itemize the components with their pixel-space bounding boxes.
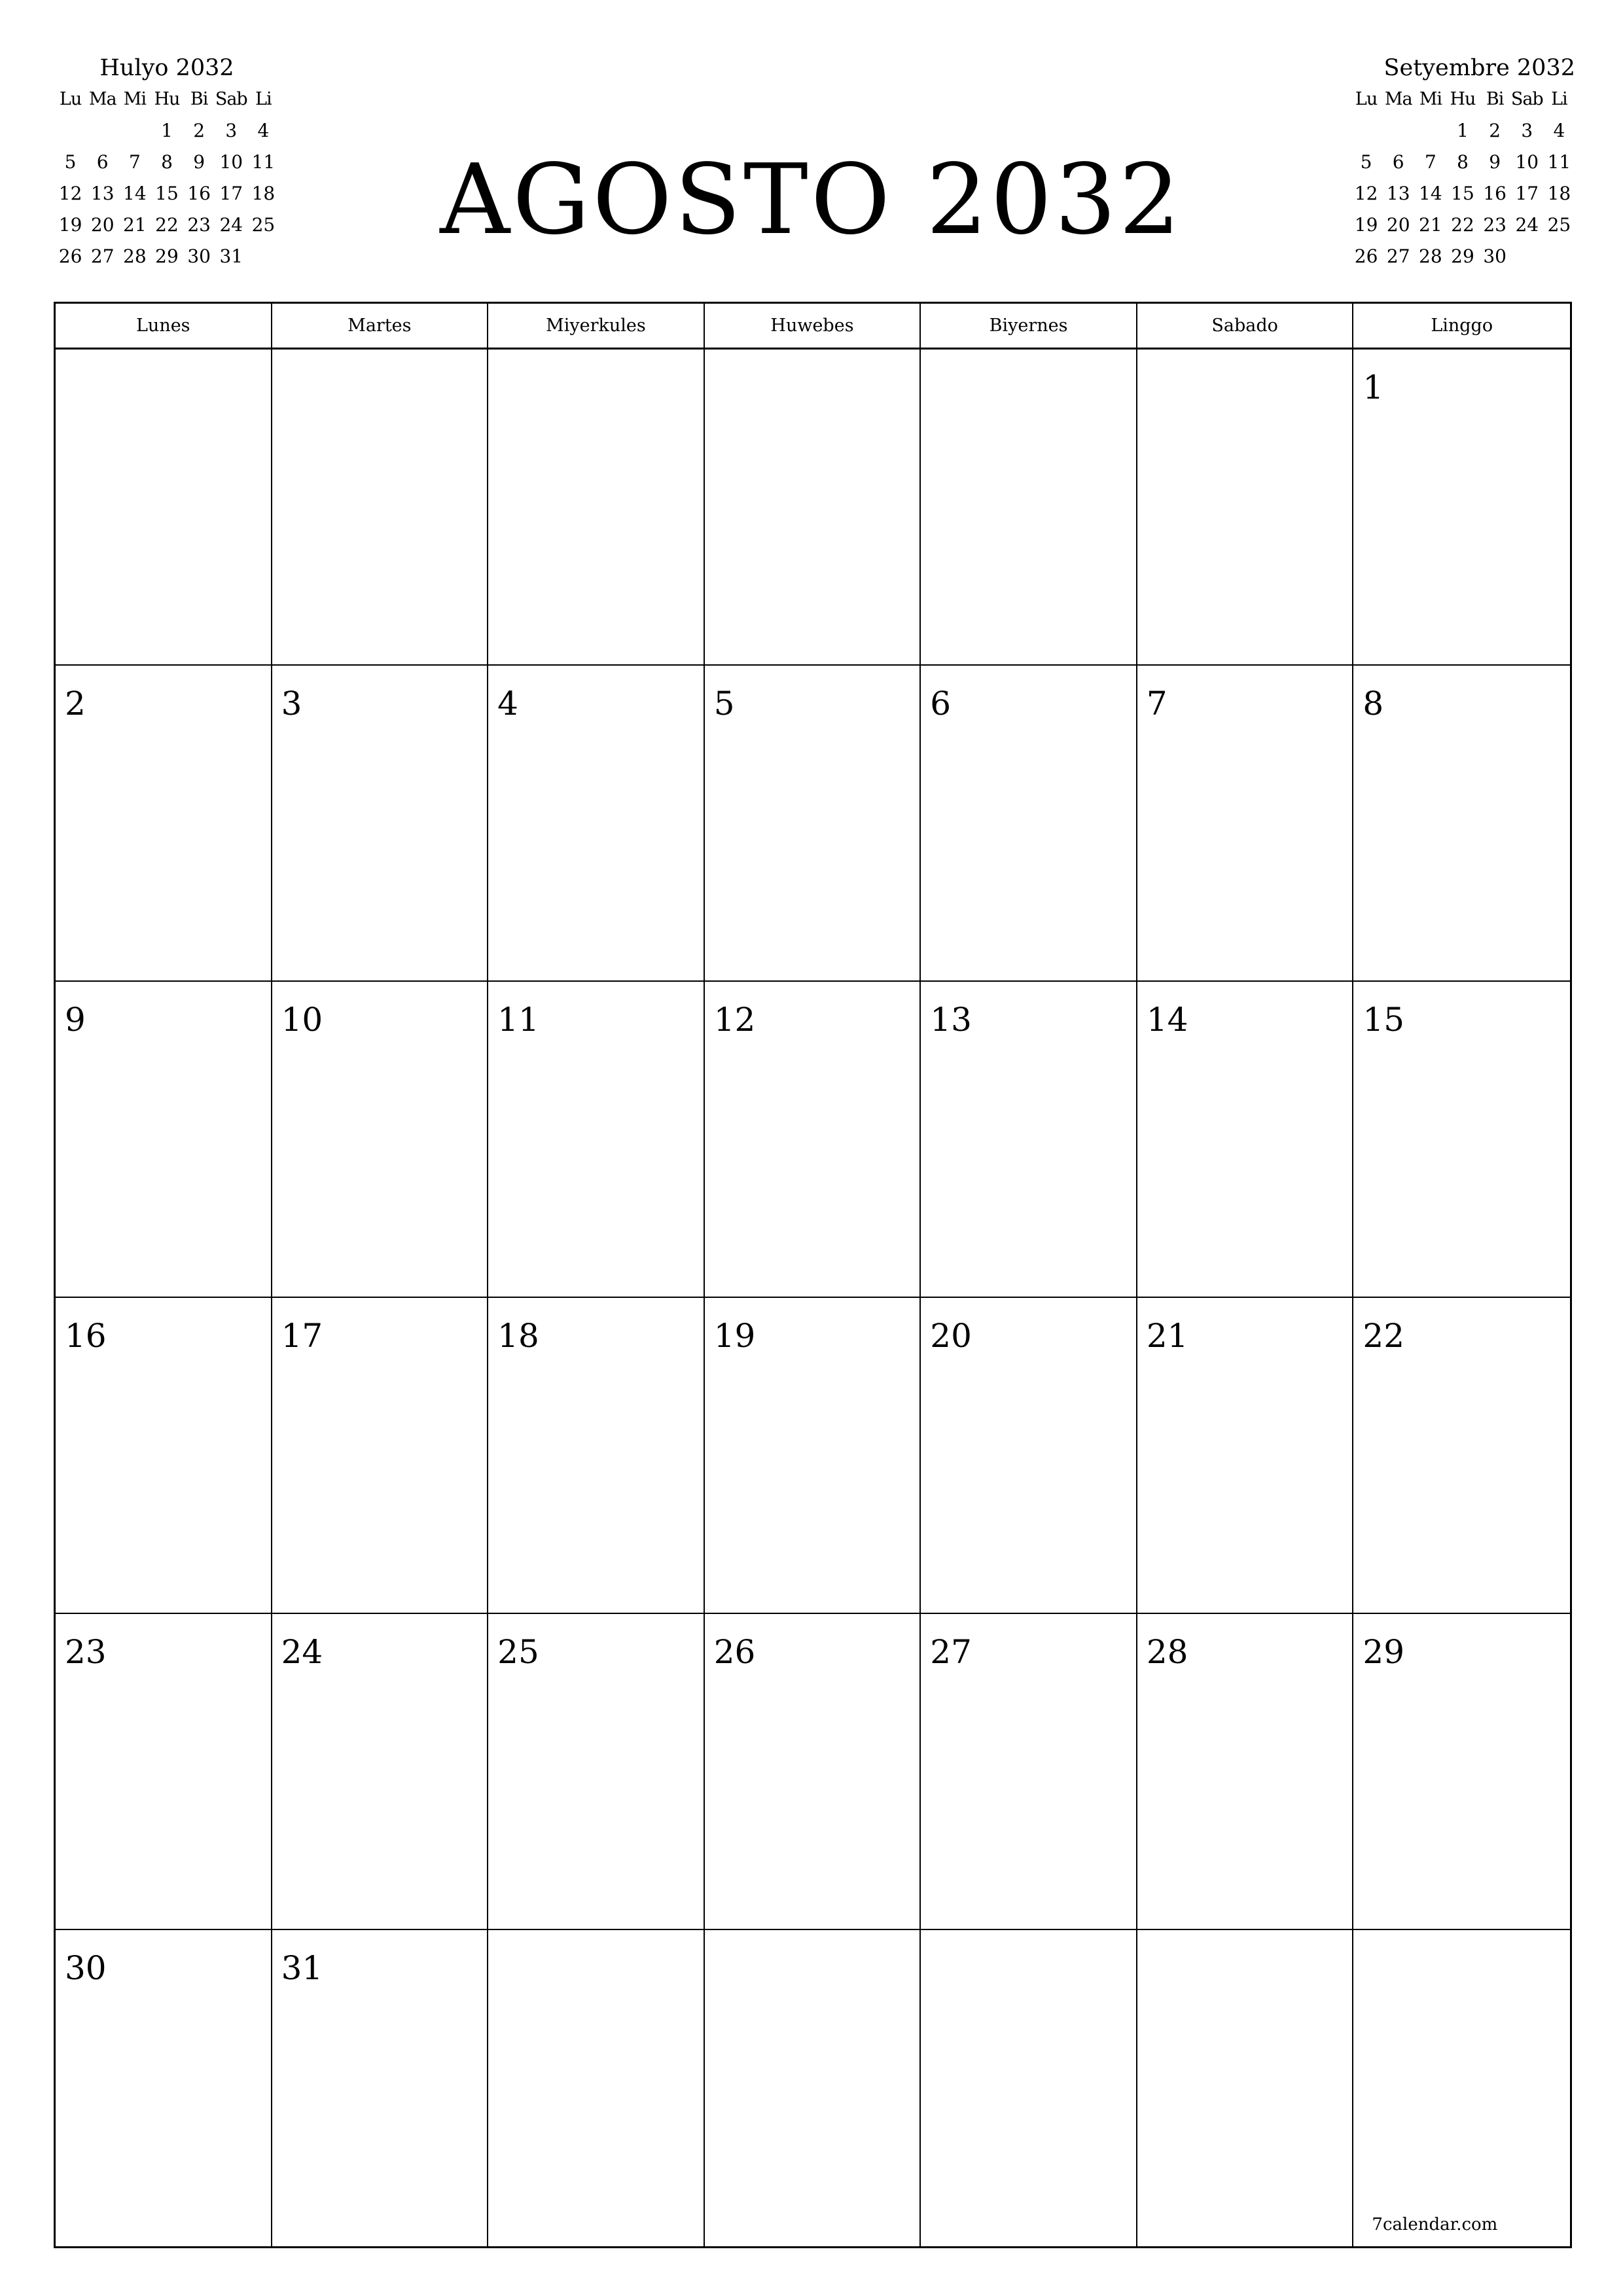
mini-weekday-label: Sab — [1510, 89, 1543, 109]
day-number: 29 — [1363, 1633, 1405, 1671]
day-cell[interactable] — [488, 350, 705, 666]
mini-weekday-label: Bi — [190, 89, 208, 109]
mini-weekday-label: Li — [1551, 89, 1567, 109]
day-cell[interactable] — [921, 350, 1137, 666]
day-cell[interactable] — [1137, 1298, 1354, 1614]
mini-day: 5 — [64, 151, 77, 173]
mini-day: 22 — [1451, 214, 1474, 236]
day-cell[interactable] — [921, 982, 1137, 1298]
day-number: 22 — [1363, 1317, 1405, 1355]
day-number: 19 — [713, 1317, 756, 1355]
day-cell[interactable] — [1137, 350, 1354, 666]
mini-day — [1511, 241, 1543, 272]
mini-day: 20 — [90, 214, 115, 236]
mini-day: 13 — [1386, 183, 1410, 204]
mini-day: 13 — [90, 183, 115, 204]
mini-day: 16 — [1483, 183, 1507, 204]
day-number: 27 — [930, 1633, 972, 1671]
mini-weekday-label: Bi — [1486, 89, 1504, 109]
weekday-header: Martes — [272, 304, 489, 348]
mini-day — [1414, 115, 1446, 147]
mini-day: 19 — [1354, 214, 1378, 236]
mini-calendar-prev-title: Hulyo 2032 — [99, 55, 234, 81]
mini-day: 18 — [251, 183, 276, 204]
day-cell[interactable] — [1353, 1298, 1570, 1614]
mini-day — [1382, 115, 1414, 147]
day-cell[interactable] — [921, 1298, 1137, 1614]
day-cell[interactable] — [56, 1298, 272, 1614]
mini-day: 24 — [219, 214, 243, 236]
mini-day: 14 — [1419, 183, 1442, 204]
day-cell[interactable] — [272, 1614, 489, 1930]
mini-day: 25 — [1547, 214, 1571, 236]
mini-weekday-label: Mi — [1419, 89, 1442, 109]
day-cell[interactable] — [56, 350, 272, 666]
weekday-header: Linggo — [1431, 315, 1493, 336]
mini-calendar-prev-grid — [54, 84, 279, 304]
mini-day: 4 — [1553, 120, 1565, 141]
mini-weekday-label: Ma — [88, 89, 116, 109]
mini-day: 17 — [219, 183, 243, 204]
mini-day — [86, 115, 118, 147]
day-number: 7 — [1146, 685, 1168, 723]
day-number: 26 — [713, 1633, 756, 1671]
mini-day: 16 — [187, 183, 211, 204]
day-number: 13 — [930, 1001, 972, 1039]
day-number: 18 — [497, 1317, 539, 1355]
day-cell[interactable] — [1353, 982, 1570, 1298]
mini-weekday-label: Ma — [1384, 89, 1412, 109]
month-title: AGOSTO 2032 — [440, 143, 1183, 256]
mini-day: 3 — [225, 120, 238, 141]
mini-weekday-label: Lu — [1355, 89, 1378, 109]
mini-day: 6 — [1392, 151, 1404, 173]
mini-day: 28 — [1419, 245, 1442, 267]
mini-day — [54, 272, 86, 304]
day-number: 25 — [497, 1633, 539, 1671]
day-cell[interactable] — [56, 1614, 272, 1930]
mini-day: 10 — [219, 151, 243, 173]
day-number: 14 — [1146, 1001, 1188, 1039]
day-cell[interactable] — [1353, 666, 1570, 982]
mini-day: 2 — [193, 120, 205, 141]
mini-day: 5 — [1360, 151, 1372, 173]
day-cell[interactable] — [705, 666, 921, 982]
mini-day: 10 — [1515, 151, 1539, 173]
mini-day: 11 — [251, 151, 276, 173]
mini-day: 30 — [187, 245, 211, 267]
mini-day: 21 — [123, 214, 147, 236]
mini-day — [1350, 272, 1382, 304]
day-cell[interactable] — [705, 1930, 921, 2246]
mini-calendar-prev — [54, 52, 279, 304]
day-cell[interactable] — [1137, 982, 1354, 1298]
day-number: 28 — [1146, 1633, 1188, 1671]
mini-calendar-next-grid — [1350, 84, 1575, 304]
mini-day: 26 — [58, 245, 82, 267]
mini-day: 9 — [193, 151, 205, 173]
mini-day — [1382, 272, 1414, 304]
mini-day: 4 — [257, 120, 270, 141]
day-cell[interactable] — [56, 1930, 272, 2246]
day-number: 16 — [65, 1317, 107, 1355]
weekday-header: Biyernes — [921, 304, 1137, 348]
mini-day: 12 — [1354, 183, 1378, 204]
day-cell[interactable] — [1353, 1614, 1570, 1930]
mini-day: 17 — [1515, 183, 1539, 204]
mini-day — [1543, 241, 1575, 272]
day-number: 20 — [930, 1317, 972, 1355]
mini-day — [118, 115, 151, 147]
day-number: 1 — [1363, 368, 1384, 406]
mini-day: 21 — [1419, 214, 1442, 236]
mini-day: 1 — [1457, 120, 1469, 141]
mini-day: 3 — [1521, 120, 1533, 141]
mini-day: 9 — [1489, 151, 1501, 173]
mini-day: 8 — [1457, 151, 1469, 173]
day-number: 6 — [930, 685, 952, 723]
day-number: 9 — [65, 1001, 86, 1039]
mini-day: 18 — [1547, 183, 1571, 204]
day-cell[interactable] — [272, 1298, 489, 1614]
mini-day: 12 — [58, 183, 82, 204]
day-cell[interactable] — [1137, 1614, 1354, 1930]
day-number: 17 — [281, 1317, 323, 1355]
mini-day: 26 — [1354, 245, 1378, 267]
mini-day: 28 — [123, 245, 147, 267]
weekday-header: Miyerkules — [488, 304, 705, 348]
day-cell[interactable] — [921, 1614, 1137, 1930]
day-cell[interactable] — [1137, 1930, 1354, 2246]
day-cell[interactable] — [272, 982, 489, 1298]
mini-day — [1350, 115, 1382, 147]
day-number: 11 — [497, 1001, 539, 1039]
mini-day: 31 — [219, 245, 243, 267]
mini-day: 22 — [155, 214, 179, 236]
day-cell[interactable] — [705, 350, 921, 666]
day-cell[interactable] — [56, 666, 272, 982]
month-grid — [54, 302, 1572, 2248]
mini-day: 25 — [251, 214, 276, 236]
day-cell[interactable] — [488, 982, 705, 1298]
day-number: 23 — [65, 1633, 107, 1671]
mini-day: 23 — [187, 214, 211, 236]
mini-weekday-label: Hu — [1450, 89, 1476, 109]
mini-day: 7 — [1424, 151, 1436, 173]
day-number: 30 — [65, 1949, 107, 1987]
mini-day — [54, 115, 86, 147]
weekday-header: Huwebes — [705, 304, 921, 348]
day-cell[interactable] — [705, 1614, 921, 1930]
day-cell[interactable] — [272, 350, 489, 666]
day-cell[interactable] — [1137, 666, 1354, 982]
day-cell[interactable] — [705, 982, 921, 1298]
day-number: 3 — [281, 685, 302, 723]
mini-weekday-label: Lu — [59, 89, 82, 109]
mini-day — [247, 241, 279, 272]
mini-day: 23 — [1483, 214, 1507, 236]
day-number: 4 — [497, 685, 518, 723]
mini-weekday-label: Hu — [154, 89, 180, 109]
mini-day: 8 — [161, 151, 173, 173]
day-number: 10 — [281, 1001, 323, 1039]
mini-weekday-label: Li — [255, 89, 272, 109]
day-cell[interactable] — [488, 1614, 705, 1930]
mini-day: 27 — [1386, 245, 1410, 267]
mini-weekday-label: Sab — [215, 89, 247, 109]
day-number: 5 — [713, 685, 735, 723]
day-number: 12 — [713, 1001, 756, 1039]
day-number: 15 — [1363, 1001, 1405, 1039]
mini-day: 7 — [128, 151, 141, 173]
weekday-header: Sabado — [1137, 304, 1354, 348]
day-number: 8 — [1363, 685, 1384, 723]
day-cell[interactable] — [488, 666, 705, 982]
mini-day: 29 — [155, 245, 179, 267]
mini-day: 15 — [155, 183, 179, 204]
mini-day: 20 — [1386, 214, 1410, 236]
day-cell[interactable] — [488, 1930, 705, 2246]
day-cell[interactable] — [1353, 1930, 1570, 2246]
day-cell[interactable] — [921, 666, 1137, 982]
mini-day: 19 — [58, 214, 82, 236]
day-number: 21 — [1146, 1317, 1188, 1355]
mini-day — [86, 272, 118, 304]
mini-day: 30 — [1483, 245, 1507, 267]
watermark: 7calendar.com — [1372, 2215, 1498, 2234]
day-cell[interactable] — [705, 1298, 921, 1614]
day-cell[interactable] — [56, 982, 272, 1298]
weekday-header: Lunes — [56, 304, 272, 348]
day-number: 24 — [281, 1633, 323, 1671]
mini-calendar-next-title: Setyembre 2032 — [1383, 55, 1575, 81]
mini-day: 11 — [1547, 151, 1571, 173]
day-cell[interactable] — [272, 666, 489, 982]
day-cell[interactable] — [1353, 350, 1570, 666]
mini-day: 14 — [123, 183, 147, 204]
day-number: 31 — [281, 1949, 323, 1987]
weekday-header-row — [56, 304, 1570, 350]
mini-day: 6 — [96, 151, 109, 173]
mini-weekday-label: Mi — [123, 89, 146, 109]
mini-day: 15 — [1451, 183, 1474, 204]
mini-day: 29 — [1451, 245, 1474, 267]
mini-day: 24 — [1515, 214, 1539, 236]
day-cell[interactable] — [921, 1930, 1137, 2246]
day-cells — [56, 350, 1570, 2246]
day-number: 2 — [65, 685, 86, 723]
mini-day: 2 — [1489, 120, 1501, 141]
mini-day: 1 — [161, 120, 173, 141]
day-cell[interactable] — [488, 1298, 705, 1614]
mini-day: 27 — [90, 245, 115, 267]
mini-calendar-next — [1350, 52, 1575, 304]
day-cell[interactable] — [272, 1930, 489, 2246]
